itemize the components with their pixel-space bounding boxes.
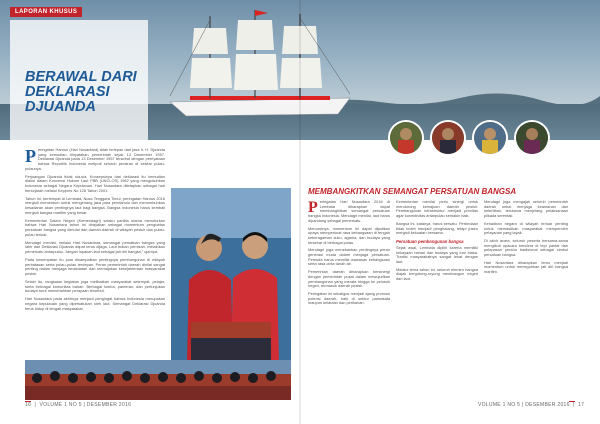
right-paragraph: Bangsa ini, katanya, harus bersatu. Perbedaan tidak boleh menjadi penghalang, tetapi justru menjadi kekuatan bersama. [396, 220, 478, 236]
left-paragraph: Hari Nusantara pada akhirnya menjadi pengingat bahwa Indonesia merupakan negara kepulauan yang dipersatukan oleh laut. Semangat Deklarasi Djuanda terus hidup di tengah masyarakat. [25, 296, 165, 311]
right-paragraph: Sejak awal, Lembata dipilih karena memiliki kekayaan bahari dan budaya yang luar biasa. Tradisi masyarakatnya sangat lekat dengan laut. [396, 244, 478, 265]
left-page-number: 16 [25, 402, 32, 408]
right-column-2 [396, 200, 478, 390]
thumb-photo-3 [472, 120, 508, 156]
right-column-1 [308, 200, 390, 390]
right-column-3 [484, 200, 568, 390]
right-paragraph: Hari Nusantara diharapkan terus menjadi momentum untuk meneguhkan jati diri bangsa maritim. [484, 259, 568, 275]
right-paragraph: Mendagri juga menekankan pentingnya peran generasi muda dalam menjaga persatuan. Pemuda harus memiliki wawasan kebangsaan serta rasa cinta tanah air. [308, 247, 390, 267]
left-paragraph: Mendagri menilai, melalui Hari Nusantara, semangat persatuan bangsa yang lahir dari Deklarasi Djuanda dapat terus dijaga. Laut bukan pemisah, melainkan pemersatu antarpulau. Jangan lupakan laut sebagai jati diri bangsa," ujarnya. [25, 239, 165, 255]
right-paragraph: Mendagri juga mengajak seluruh pemerintah daerah untuk menjaga keamanan dan ketertiban, terutama menjelang pelaksanaan pilkada serentak. [484, 200, 568, 219]
right-paragraph: Pemerintah daerah diharapkan bersinergi dengan pemerintah pusat dalam mewujudkan pembangunan yang merata hingga ke pelosok negeri, termasuk daerah pesisir. [308, 269, 390, 289]
subheading: Persatuan pembangunan bangsa [396, 238, 464, 244]
right-article-title: MEMBANGKITKAN SEMANGAT PERSATUAN BANGSA [308, 187, 517, 196]
left-paragraph: Perjuangan Djuanda tidak sia-sia. Konsepsinya dari deklarasi itu kemudian diakui dalam Konvensi Hukum Laut PBB (UNCLOS) 1982 yang mengukuhkan Indonesia sebagai Negara Kepulauan. Hari Nusantara ditetapkan sebagai hari bersejarah melalui Keppres No 126 Tahun 2001. [25, 173, 165, 193]
crowd-photo [25, 360, 291, 400]
right-paragraph: Kementerian menilai perlu sinergi untuk mendorong kemajuan daerah pesisir. Pembangunan infrastruktur menjadi prioritas agar konektivitas antarpulau semakin baik. [396, 200, 478, 219]
right-paragraph: Di akhir acara, seluruh peserta bersama-sama mengikuti upacara bendera di tepi pantai dan pelepasan perahu tradisional sebagai simbol persatuan bangsa. [484, 237, 568, 258]
right-page-number: 17 [578, 402, 585, 408]
left-footer: 16 | VOLUME 1 NO 5 | DESEMBER 2016 [25, 402, 132, 408]
right-footer: VOLUME 1 NO 5 | DESEMBER 2016 | 17 [478, 402, 585, 408]
right-issue-label: VOLUME 1 NO 5 | DESEMBER 2016 [478, 402, 570, 408]
left-issue-label: VOLUME 1 NO 5 | DESEMBER 2016 [39, 402, 132, 408]
right-paragraph: eringatan Hari Nusantara 2016 di Lembata diharapkan dapat membangkitkan semangat persatuan bangsa Indonesia. Mendagri menilai, laut harus dipandang sebagai pemersatu. [308, 200, 390, 223]
thumb-photo-2 [430, 120, 466, 156]
section-tag: LAPORAN KHUSUS [10, 7, 82, 17]
right-paragraph: Kehadiran negara di wilayah terluar penting untuk memastikan masyarakat memperoleh pelayanan yang layak. [484, 220, 568, 236]
right-paragraph: Peringatan ini sekaligus menjadi ajang promosi potensi daerah, baik di sektor pariwisata maupun kelautan dan perikanan. [308, 290, 390, 306]
left-paragraph: Kementerian Dalam Negeri (Kemendagri) selaku panitia utama menuturkan bahwa Hari Nusantara tahun ini dirayakan sebagai momentum penguatan persatuan bangsa yang dimulai dari daerah-daerah di wilayah pesisir dan pulau-pulau terluar. [25, 217, 165, 237]
thumb-photo-1 [388, 120, 424, 156]
left-paragraph: eringatan Harnus (Hari Nusantara) tidak terlepas dari jasa Ir. H. Djuanda yang kemudian dinyatakan pemerintah sejak 13 Desember 1957. Deklarasi Djuanda pada 13 Desember 1957 tersebut dengan pernyataan bahwa Republik Indonesia meliputi seluruh perairan di sekitar pulau-pulaunya. [25, 148, 165, 171]
left-paragraph: Selain itu, rangkaian kegiatan juga melibatkan masyarakat setempat, pelajar, serta berbagai komunitas bahari. Berbagai lomba, pameran, dan pertunjukan budaya turut memeriahkan perayaan tersebut. [25, 279, 165, 294]
thumb-photo-4 [514, 120, 550, 156]
left-article-title: BERAWAL DARI DEKLARASI DJUANDA [25, 69, 137, 115]
right-paragraph: Menurutnya, momentum ini dapat dijadikan upaya memperkuat rasa kebangsaan di tengah keberagaman suku, agama, dan budaya yang tersebar di berbagai pulau. [308, 225, 390, 245]
officials-photo [171, 188, 291, 361]
left-paragraph: Pada kesempatan itu pula disampaikan pentingnya pembangunan di wilayah perbatasan serta pulau-pulau terdepan. Peran pemerintah daerah dinilai sangat penting dalam menjaga kedaulatan dan memajukan kesejahteraan masyarakat pesisir. [25, 257, 165, 277]
left-dropcap: P [25, 148, 36, 166]
tall-ship-icon [150, 6, 370, 118]
right-dropcap: P [308, 200, 318, 216]
right-paragraph: Melalui tema tahun ini, seluruh elemen bangsa diajak bergotong-royong membangun negeri dari laut. [396, 266, 478, 282]
left-paragraph: Tahun ini, bertempat di Lembata, Nusa Tenggara Timur, peringatan Harnus 2016 menjadi momentum untuk mengenang jasa para pendahulu dan menumbuhkan kesadaran akan pentingnya laut bagi bangsa. Bangsa Indonesia harus kembali menjadi bangsa maritim yang besar. [25, 195, 165, 215]
